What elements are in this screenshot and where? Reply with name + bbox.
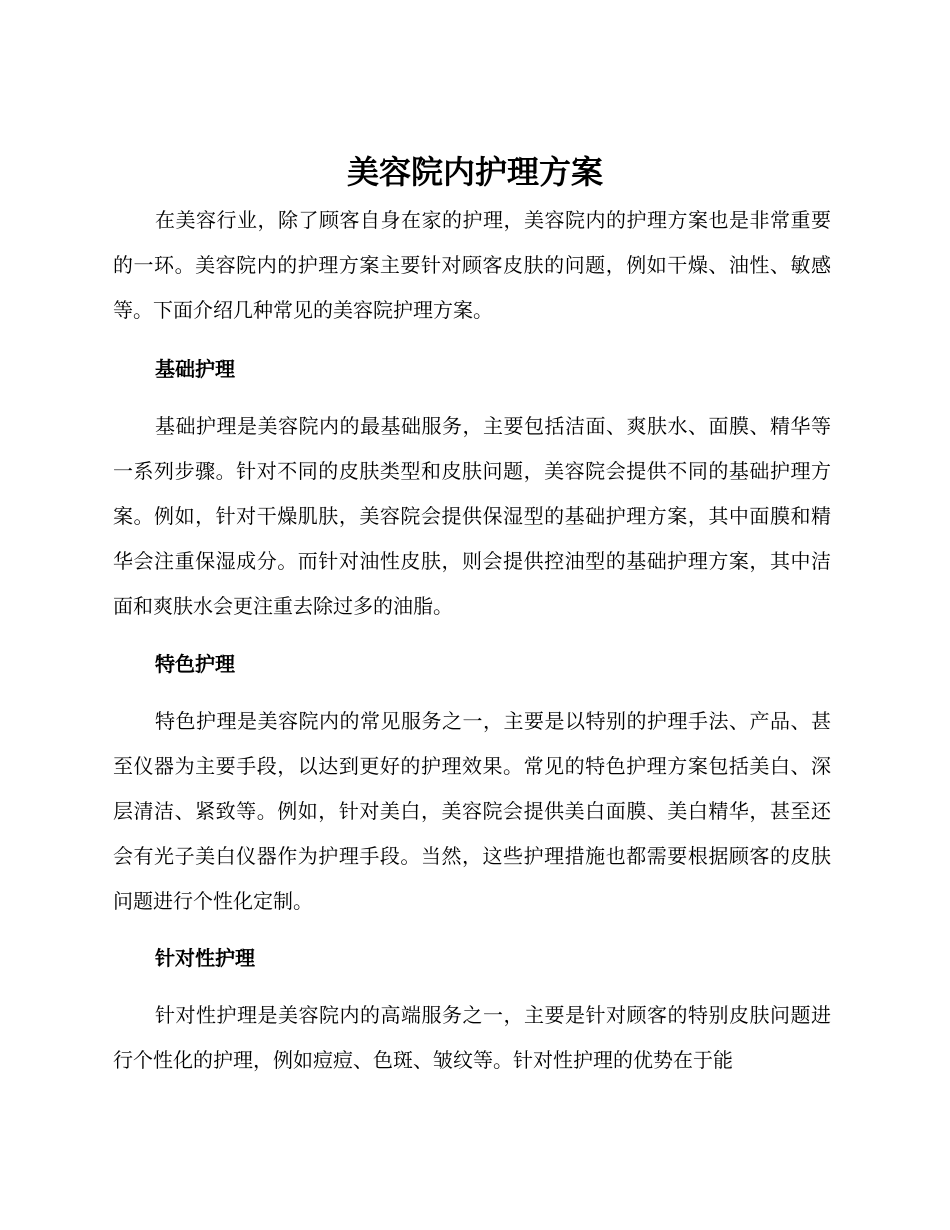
section-body-special-care: 特色护理是美容院内的常见服务之一，主要是以特别的护理手法、产品、甚至仪器为主要手段，以达到更好的护理效果。常见的特色护理方案包括美白、深层清洁、紧致等。例如，针对美白，美容院会提供美白面膜、美白精华，甚至还会有光子美白仪器作为护理手段。当然，这些护理措施也都需要根据顾客的皮肤问题进行个性化定制。 bbox=[113, 709, 831, 913]
section-body-basic-care: 基础护理是美容院内的最基础服务，主要包括洁面、爽肤水、面膜、精华等一系列步骤。针对不同的皮肤类型和皮肤问题，美容院会提供不同的基础护理方案。例如，针对干燥肌肤，美容院会提供保湿型的基础护理方案，其中面膜和精华会注重保湿成分。而针对油性皮肤，则会提供控油型的基础护理方案，其中洁面和爽肤水会更注重去除过多的油脂。 bbox=[113, 414, 831, 618]
intro-paragraph: 在美容行业，除了顾客自身在家的护理，美容院内的护理方案也是非常重要的一环。美容院内的护理方案主要针对顾客皮肤的问题，例如干燥、油性、敏感等。下面介绍几种常见的美容院护理方案。 bbox=[113, 208, 831, 322]
section-heading-targeted-care: 针对性护理 bbox=[155, 946, 255, 970]
section-body-targeted-care: 针对性护理是美容院内的高端服务之一，主要是针对顾客的特别皮肤问题进行个性化的护理，例如痘痘、色斑、皱纹等。针对性护理的优势在于能 bbox=[113, 1003, 831, 1072]
section-heading-special-care: 特色护理 bbox=[155, 652, 235, 676]
document-title: 美容院内护理方案 bbox=[346, 153, 603, 191]
section-heading-basic-care: 基础护理 bbox=[155, 357, 235, 381]
